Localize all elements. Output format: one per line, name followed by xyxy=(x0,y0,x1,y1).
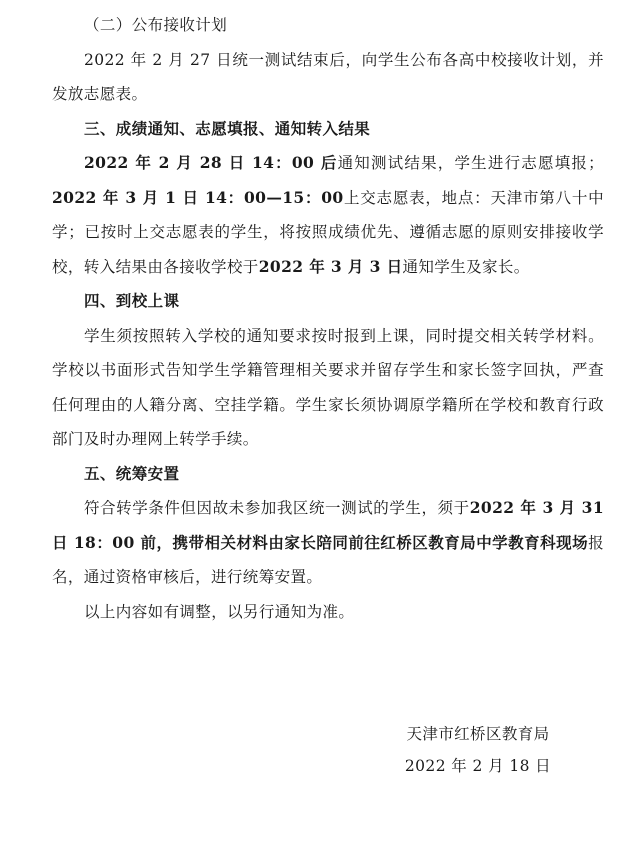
section-placement-heading: 五、统筹安置 xyxy=(84,463,180,483)
section-plan-body: 2022 年 2 月 27 日统一测试结束后，向学生公布各高中校接收计划，并发放志愿表。 xyxy=(52,50,604,103)
notice-body xyxy=(52,8,604,629)
section-placement-body xyxy=(52,491,604,595)
signature-organization: 天津市红桥区教育局 xyxy=(406,725,550,743)
closing-note: 以上内容如有调整，以另行通知为准。 xyxy=(84,602,355,621)
results-text-3: 通知学生及家长。 xyxy=(402,257,530,276)
section-plan-heading: （二）公布接收计划 xyxy=(84,16,228,34)
results-text-1: 通知测试结果，学生进行志愿填报； xyxy=(337,154,605,172)
section-results-heading: 三、成绩通知、志愿填报、通知转入结果 xyxy=(84,118,371,138)
results-text-2: 上交志愿表，地点：天津市第八十中学；已按时上交志愿表的学生，将按照成绩优先、遵循志愿的原则安排接收学校，转入结果由各接收学校于 xyxy=(52,188,604,276)
section-results-body xyxy=(52,146,604,284)
results-date-2: 2022 年 3 月 1 日 14：00—15：00 xyxy=(52,187,344,207)
results-date-1: 2022 年 2 月 28 日 14：00 后 xyxy=(84,153,338,172)
placement-deadline: 2022 年 3 月 31 日 18：00 前，携带相关材料由家长陪同前往红桥区教育局中学教育科现场 xyxy=(52,498,605,552)
placement-text-1: 符合转学条件但因故未参加我区统一测试的学生，须于 xyxy=(84,499,470,517)
placement-text-2: 报名，通过资格审核后，进行统筹安置。 xyxy=(52,533,604,586)
section-report-body: 学生须按照转入学校的通知要求按时报到上课，同时提交相关转学材料。学校以书面形式告知学生学籍管理相关要求并留存学生和家长签字回执，严查任何理由的人籍分离、空挂学籍。学生家长须协调原学籍所在学校和教育行政部门及时办理网上转学手续。 xyxy=(52,326,604,448)
section-report-heading: 四、到校上课 xyxy=(84,291,180,310)
signature-date: 2022 年 2 月 18 日 xyxy=(404,757,552,775)
results-date-3: 2022 年 3 月 3 日 xyxy=(258,256,403,276)
